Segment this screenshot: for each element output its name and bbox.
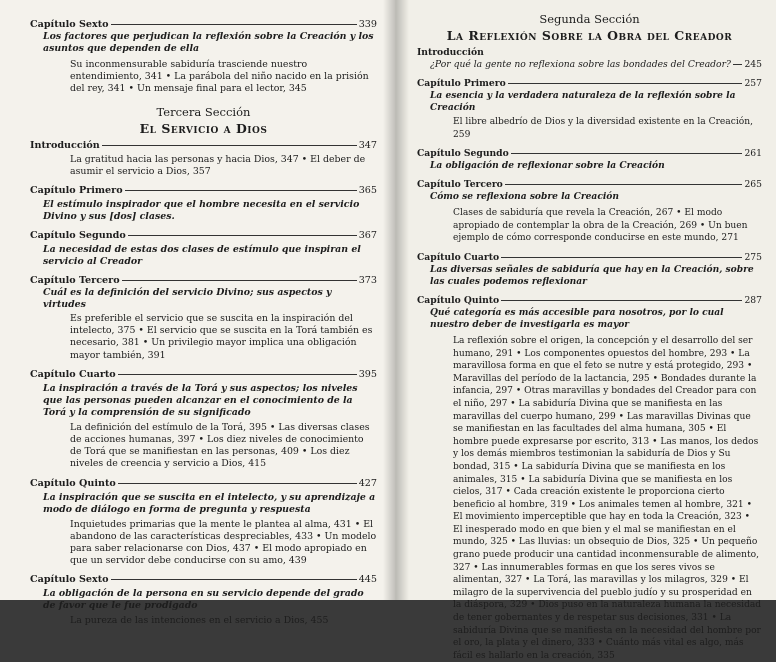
toc-entry-primero bbox=[417, 78, 762, 141]
chapter-label: Capítulo Quinto bbox=[30, 477, 116, 489]
chapter-topics: La gratitud hacia las personas y hacia Dios, 347 • El deber de asumir el servicio a Dios, 357 bbox=[70, 153, 366, 177]
toc-entry-primero bbox=[30, 185, 377, 223]
chapter-topics: Es preferible el servicio que se suscita en la inspiración del intelecto, 375 • El servicio que se suscita en la Torá también es necesario, 381 • Un privilegio mayor implica una obligación mayor también, 391 bbox=[70, 313, 373, 361]
chapter-topics: Clases de sabiduría que revela la Creación, 267 • El modo apropiado de contemplar la obra de la Creación, 269 • Un buen ejemplo de cómo corresponde conducirse en este mundo, 271 bbox=[453, 208, 748, 244]
toc-entry-cuarto bbox=[30, 369, 377, 471]
section-label: Tercera Sección bbox=[156, 104, 251, 119]
page-number: 339 bbox=[358, 19, 377, 30]
page-number: 261 bbox=[744, 148, 762, 160]
page-number: 275 bbox=[744, 251, 762, 263]
toc-entry-sexto bbox=[30, 574, 377, 627]
chapter-subtitle: La obligación de la persona en su servicio depende del grado de favor que le fue prodigado bbox=[43, 588, 364, 612]
page-number: 373 bbox=[358, 275, 377, 287]
chapter-topics: El libre albedrío de Dios y la diversidad existente en la Creación, 259 bbox=[453, 117, 753, 140]
toc-entry-cuarto bbox=[417, 252, 762, 288]
toc-entry-quinto bbox=[30, 478, 377, 568]
section-title: El Servicio a Dios bbox=[139, 120, 268, 136]
page-number: 257 bbox=[744, 78, 762, 89]
chapter-topics: Su inconmensurable sabiduría trasciende nuestro entendimiento, 341 • La parábola del niño nacido en la prisión del rey, 341 • Un mensaje final para el lector, 345 bbox=[70, 59, 369, 95]
chapter-topics: La pureza de las intenciones en el servicio a Dios, 455 bbox=[70, 615, 329, 627]
toc-entry-intro bbox=[30, 140, 377, 178]
toc-entry-intro bbox=[417, 47, 762, 71]
chapter-subtitle: Las diversas señales de sabiduría que hay en la Creación, sobre las cuales podemos reflexionar bbox=[430, 263, 754, 287]
chapter-label: Introducción bbox=[417, 47, 484, 58]
page-number: 395 bbox=[358, 368, 377, 380]
toc-entry-tercero bbox=[30, 275, 377, 362]
leader-line bbox=[122, 280, 357, 281]
chapter-row bbox=[30, 369, 377, 381]
chapter-subtitle: Cómo se reflexiona sobre la Creación bbox=[430, 191, 619, 203]
leader-line bbox=[511, 153, 743, 154]
chapter-subtitle: La inspiración que se suscita en el intelecto, y su aprendizaje a modo de diálogo en forma de pregunta y respuesta bbox=[43, 491, 376, 515]
book-gutter bbox=[383, 0, 409, 600]
chapter-row bbox=[417, 148, 762, 160]
chapter-subtitle: El estímulo inspirador que el hombre necesita en el servicio Divino y sus [dos] clases. bbox=[43, 199, 360, 223]
chapter-row bbox=[30, 230, 377, 242]
page-number: 365 bbox=[358, 185, 377, 197]
leader-line bbox=[111, 24, 357, 25]
chapter-label: Capítulo Cuarto bbox=[417, 251, 500, 263]
page-number: 347 bbox=[358, 139, 377, 151]
page-number: 427 bbox=[358, 477, 377, 489]
chapter-row bbox=[30, 275, 377, 287]
right-page bbox=[395, 0, 776, 661]
chapter-subtitle: La necesidad de estas dos clases de estímulo que inspiran el servicio al Creador bbox=[43, 244, 361, 268]
leader-line bbox=[118, 483, 357, 484]
chapter-subtitle: La inspiración a través de la Torá y sus aspectos; los niveles que las personas pueden alcanzar en el conocimiento de la Torá y la comprensión de su significado bbox=[43, 382, 358, 418]
intro-question-row bbox=[417, 59, 762, 71]
chapter-label: Introducción bbox=[30, 139, 100, 151]
chapter-label: Capítulo Sexto bbox=[30, 574, 109, 586]
toc-entry-tercero bbox=[417, 179, 762, 245]
page-number: 245 bbox=[744, 59, 762, 70]
leader-line bbox=[111, 579, 357, 580]
chapter-label: Capítulo Cuarto bbox=[30, 368, 116, 380]
chapter-row bbox=[30, 574, 377, 586]
page-number: 287 bbox=[744, 294, 762, 306]
chapter-row bbox=[417, 179, 762, 191]
chapter-label: Capítulo Sexto bbox=[30, 19, 109, 30]
chapter-row bbox=[417, 78, 762, 90]
chapter-label: Capítulo Quinto bbox=[417, 294, 500, 306]
chapter-label: Capítulo Segundo bbox=[417, 148, 509, 160]
leader-line bbox=[118, 374, 357, 375]
chapter-row bbox=[417, 252, 762, 264]
chapter-label: Capítulo Primero bbox=[30, 185, 123, 197]
chapter-topics: La reflexión sobre el origen, la concepción y el desarrollo del ser humano, 291 • Los componentes opuestos del hombre, 293 • La maravillosa forma en que el feto se nutre y está protegido, 293 • Maravillas del período de la lactancia, 295 • Bondades durante la infancia, 297 • Otras maravillas y bondades del Creador para con el niño, 297 • La sabiduría Divina que se manifiesta en las maravillas del cuerpo humano, 299 • Las maravillas Divinas que se manifiestan en las facultades del alma humana, 305 • El hombre puede expresarse por escrito, 313 • Las manos, los dedos y los demás miembros testimonian la sabiduría de Dios y Su bondad, 315 • La sabiduría Divina que se manifiesta en los animales, 315 • La sabiduría Divina que se manifiesta en los cielos, 317 • Cada creación existente le proporciona cierto beneficio al hombre, 319 • Los animales temen al hombre, 321 • El movimiento imperceptible que hay en toda la Creación, 323 • El inesperado modo en que bien y el mal se manifiestan en el mundo, 325 • Las lluvias: un obsequio de Dios, 325 • Un pequeño grano puede producir una cantidad inconmensurable de alimento, 327 • Las innumerables formas en que los seres vivos se alimentan, 327 • La Torá, las maravillas y los milagros, 329 • El milagro de la supervivencia del pueblo judío y su prosperidad en la diáspora, 329 • Dios puso en la naturaleza humana la necesidad de tener gobernantes y de respetar sus decisiones, 331 • La sabiduría Divina que se manifiesta en la necesidad del hombre por el oro, la plata y el dinero, 333 • Cuánto más vital es algo, más fácil es hallarlo en la creación, 335 bbox=[453, 335, 762, 661]
chapter-topics: La definición del estímulo de la Torá, 395 • Las diversas clases de acciones humanas, 397 • Los diez niveles de conocimiento de Torá que se manifiestan en las personas, 409 • Los diez niveles de creencia y servicio a Dios, 415 bbox=[70, 421, 370, 470]
leader-line bbox=[733, 64, 743, 65]
leader-line bbox=[501, 300, 742, 301]
chapter-label: Capítulo Tercero bbox=[30, 275, 120, 287]
chapter-subtitle: ¿Por qué la gente no reflexiona sobre las bondades del Creador? bbox=[430, 59, 731, 70]
chapter-row bbox=[417, 295, 762, 307]
chapter-subtitle: La esencia y la verdadera naturaleza de la reflexión sobre la Creación bbox=[430, 90, 736, 113]
chapter-subtitle: Cuál es la definición del servicio Divino; sus aspectos y virtudes bbox=[43, 287, 332, 311]
toc-entry-segundo bbox=[30, 230, 377, 268]
section-title: La Reflexión Sobre la Obra del Creador bbox=[446, 28, 733, 43]
chapter-row bbox=[30, 478, 377, 490]
toc-entry-segundo bbox=[417, 148, 762, 172]
chapter-row bbox=[30, 19, 377, 31]
chapter-subtitle: La obligación de reflexionar sobre la Creación bbox=[430, 160, 665, 172]
leader-line bbox=[125, 190, 357, 191]
left-page bbox=[0, 0, 395, 627]
toc-entry-sexto-primera bbox=[30, 19, 377, 96]
chapter-topics: Inquietudes primarias que la mente le plantea al alma, 431 • El abandono de las características despreciables, 433 • Un modelo para saber relacionarse con Dios, 437 • El modo apropiado en que un servidor debe conducirse con su amo, 439 bbox=[70, 518, 377, 567]
toc-entry-quinto bbox=[417, 295, 762, 662]
page-number: 265 bbox=[744, 179, 762, 191]
leader-line bbox=[501, 257, 742, 258]
chapter-row bbox=[30, 185, 377, 197]
leader-line bbox=[508, 83, 743, 84]
chapter-row bbox=[30, 140, 377, 152]
leader-line bbox=[128, 235, 357, 236]
chapter-subtitle: Qué categoría es más accesible para nosotros, por lo cual nuestro deber de investigarla es mayor bbox=[430, 306, 724, 330]
chapter-row bbox=[417, 47, 762, 59]
chapter-subtitle: Los factores que perjudican la reflexión sobre la Creación y los asuntos que dependen de ella bbox=[43, 31, 374, 54]
section-label: Segunda Sección bbox=[539, 12, 640, 26]
chapter-label: Capítulo Segundo bbox=[30, 230, 126, 242]
leader-line bbox=[505, 184, 743, 185]
page-number: 367 bbox=[358, 230, 377, 242]
page-number: 445 bbox=[358, 574, 377, 586]
chapter-label: Capítulo Primero bbox=[417, 78, 506, 89]
chapter-label: Capítulo Tercero bbox=[417, 179, 503, 191]
leader-line bbox=[102, 145, 357, 146]
